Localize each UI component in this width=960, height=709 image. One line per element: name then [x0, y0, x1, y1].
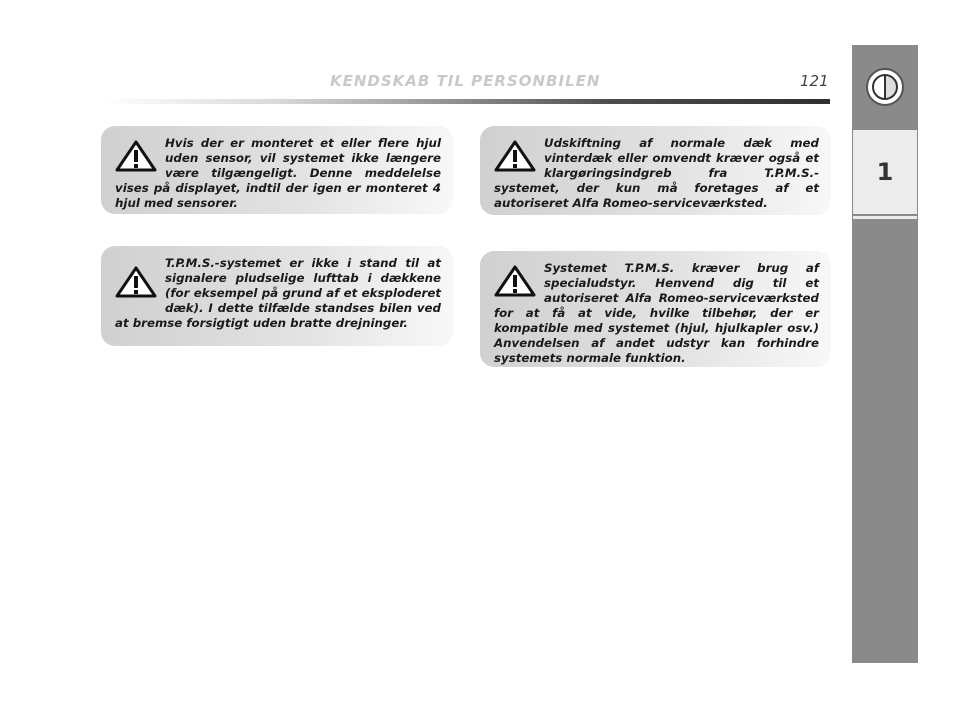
warning-triangle-icon	[494, 140, 536, 172]
warning-text: Udskiftning af normale dæk med vinterdæk eller omvendt kræver også et klargøringsindgreb fra T.P.M.S.-systemet, der kun må foretages af et autoriseret Alfa Romeo-serviceværksted.	[494, 136, 819, 210]
section-title: KENDSKAB TIL PERSONBILEN	[330, 72, 601, 90]
page-number: 121	[800, 72, 829, 90]
warning-box-winter-tyres	[480, 126, 831, 215]
warning-text: Hvis der er monteret et eller flere hjul uden sensor, vil systemet ikke længere være tilgængeligt. Denne meddelelse vises på displayet, indtil der igen er monteret 4 hjul med sensorer.	[115, 136, 441, 210]
chapter-divider	[853, 216, 917, 219]
warning-text: T.P.M.S.-systemet er ikke i stand til at signalere pludselige lufttab i dækkene (for eksempel på grund af et eksploderet dæk). I dette tilfælde standses bilen ved at bremse forsigtigt uden bratte drejninger.	[115, 256, 441, 330]
alfa-romeo-logo-icon	[866, 68, 904, 106]
warning-box-sudden-pressure-loss	[101, 246, 453, 346]
warning-box-special-equipment	[480, 251, 831, 367]
warning-triangle-icon	[494, 265, 536, 297]
warning-triangle-icon	[115, 140, 157, 172]
chapter-sidebar	[852, 45, 918, 663]
header-divider	[100, 99, 830, 104]
warning-text: Systemet T.P.M.S. kræver brug af specialudstyr. Henvend dig til et autoriseret Alfa Romeo-serviceværksted for at få at vide, hvilke tilbehør, der er kompatible med systemet (hjul, hjulkapler osv.) Anvendelsen af andet udstyr kan forhindre systemets normale funktion.	[494, 261, 819, 365]
warning-box-sensor-missing	[101, 126, 453, 214]
chapter-number: 1	[853, 130, 917, 214]
logo-box	[852, 45, 918, 128]
warning-triangle-icon	[115, 266, 157, 298]
